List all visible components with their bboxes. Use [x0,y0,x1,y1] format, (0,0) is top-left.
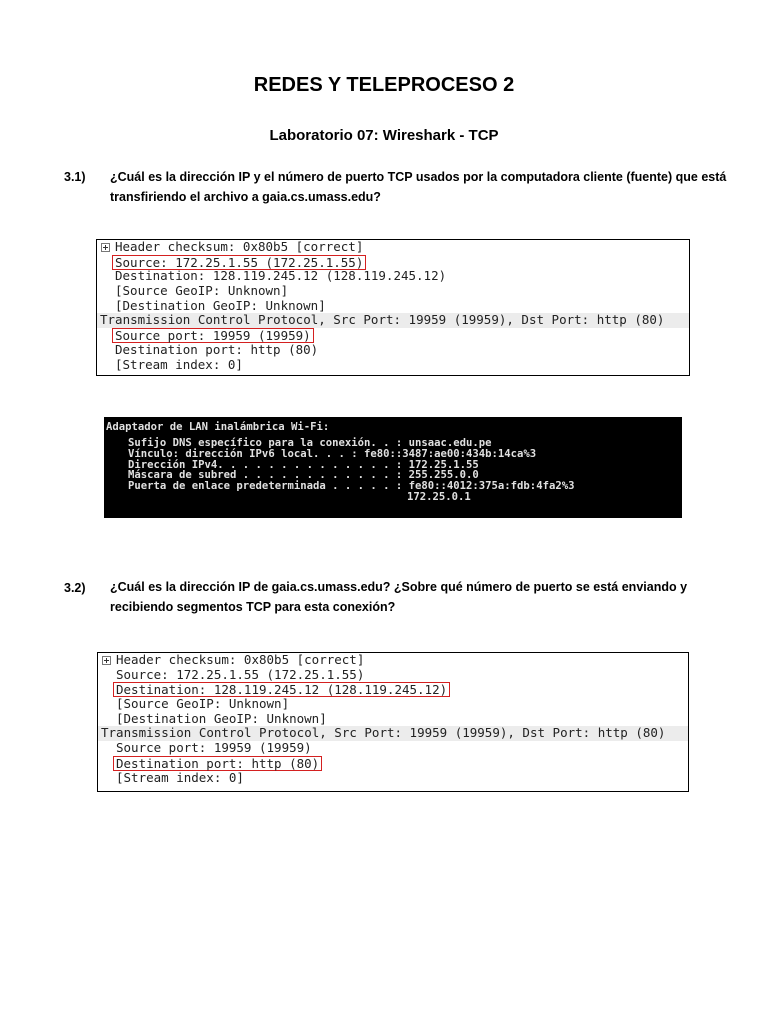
packet-detail-row[interactable]: Source: 172.25.1.55 (172.25.1.55) [116,666,365,682]
packet-detail-row[interactable] [97,328,689,343]
packet-detail-row[interactable]: [Stream index: 0] [116,769,244,785]
packet-detail-row[interactable] [98,756,688,771]
ipconfig-console [104,417,682,518]
console-line: Máscara de subred . . . . . . . . . . . . : 255.255.0.0 [128,469,479,482]
console-line: Puerta de enlace predeterminada . . . . . : fe80::4012:375a:fdb:4fa2%3 [128,480,575,493]
destination-ip-highlight: Destination: 128.119.245.12 (128.119.245.12) [113,682,450,697]
question-line: ¿Cuál es la dirección IP y el número de puerto TCP usados por la computadora cliente (fuente) que está [110,170,727,184]
console-line: Dirección IPv4. . . . . . . . . . . . . . : 172.25.1.55 [128,458,479,471]
packet-detail-row[interactable]: [Source GeoIP: Unknown] [115,283,289,299]
console-line: Adaptador de LAN inalámbrica Wi-Fi: [106,421,330,433]
console-line: Vínculo: dirección IPv6 local. . . : fe80::3487:ae00:434b:14ca%3 [128,447,537,460]
document-subtitle: Laboratorio 07: Wireshark - TCP [269,127,499,144]
packet-detail-row[interactable]: Header checksum: 0x80b5 [correct] [97,240,689,255]
packet-detail-row[interactable]: [Destination GeoIP: Unknown] [115,297,326,313]
tcp-summary-row[interactable]: Transmission Control Protocol, Src Port: 19959 (19959), Dst Port: http (80) [97,313,689,328]
question-number: 3.2) [64,581,86,595]
question-line: ¿Cuál es la dirección IP de gaia.cs.umass.edu? ¿Sobre qué número de puerto se está enviando y [110,580,688,594]
source-ip-highlight: Source: 172.25.1.55 (172.25.1.55) [112,255,366,270]
question-text [110,577,730,617]
packet-detail-row[interactable]: [Source GeoIP: Unknown] [116,696,290,712]
packet-detail-row[interactable]: Destination: 128.119.245.12 (128.119.245.12) [115,268,447,284]
destination-port-highlight: Destination port: http (80) [113,756,322,771]
packet-detail-row[interactable]: [Stream index: 0] [115,356,243,372]
console-line: 172.25.0.1 [407,490,471,503]
question-text [110,167,730,207]
packet-detail-row[interactable]: Destination port: http (80) [115,341,319,357]
packet-detail-row[interactable] [97,255,689,270]
packet-detail-row[interactable]: [Destination GeoIP: Unknown] [116,710,327,726]
packet-detail-row[interactable]: Header checksum: 0x80b5 [correct] [98,653,688,668]
source-port-highlight: Source port: 19959 (19959) [112,328,314,343]
console-line: Sufijo DNS específico para la conexión. . : unsaac.edu.pe [128,437,492,449]
question-line: recibiendo segmentos TCP para esta conexión? [110,600,396,614]
tcp-summary-row[interactable]: Transmission Control Protocol, Src Port: 19959 (19959), Dst Port: http (80) [98,726,688,741]
document-title: REDES Y TELEPROCESO 2 [253,74,515,96]
packet-detail-row[interactable] [98,682,688,697]
question-number: 3.1) [64,170,86,184]
question-line: transfiriendo el archivo a gaia.cs.umass.edu? [110,190,381,204]
wireshark-packet-details [96,239,690,376]
wireshark-packet-details [97,652,689,792]
expand-icon[interactable] [101,243,110,252]
expand-icon[interactable] [102,656,111,665]
packet-detail-row[interactable]: Source port: 19959 (19959) [116,740,312,756]
